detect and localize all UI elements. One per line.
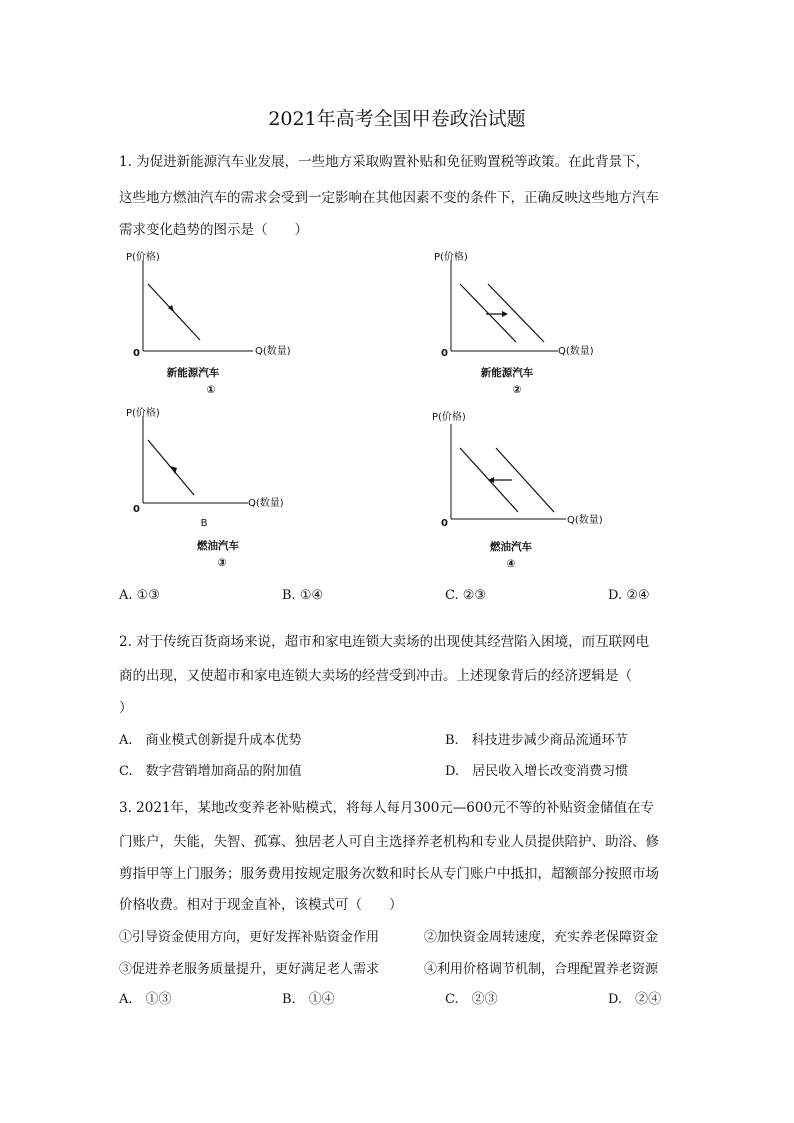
q3-line-4: 价格收费。相对于现金直补，该模式可（ ）: [119, 897, 403, 913]
q1-line-3: 需求变化趋势的图示是（ ）: [119, 222, 308, 238]
page-title: 2021年高考全国甲卷政治试题: [268, 108, 526, 130]
graph-3-y-label: P(价格): [126, 408, 160, 419]
graph-1-x-label: Q(数量): [255, 346, 291, 357]
graph-3-x-label: Q(数量): [248, 498, 284, 509]
q1-line-2: 这些地方燃油汽车的需求会受到一定影响在其他因素不变的条件下，正确反映这些地方汽车: [119, 190, 659, 206]
graph-2-origin: 0: [441, 348, 448, 359]
graph-1: [118, 246, 308, 401]
q3-statement-1: ①引导资金使用方向，更好发挥补贴资金作用: [119, 930, 380, 945]
graph-3-caption: 燃油汽车: [197, 540, 239, 552]
graph-2-x-label: Q(数量): [558, 346, 594, 357]
q3-option-c[interactable]: C. ②③: [445, 992, 498, 1007]
graph-4-number: ④: [506, 558, 516, 570]
q3-option-a[interactable]: A. ①③: [119, 992, 172, 1007]
q2-option-a[interactable]: A. 商业模式创新提升成本优势: [119, 733, 302, 748]
q1-option-d[interactable]: D. ②④: [608, 588, 650, 603]
q3-line-1: 3. 2021年，某地改变养老补贴模式，将每人每月300元—600元不等的补贴资金储值在专: [119, 800, 655, 816]
q3-statement-2: ②加快资金周转速度，充实养老保障资金: [424, 930, 659, 945]
q2-line-3: ）: [119, 700, 133, 716]
q2-line-2: 商的出现，又使超市和家电连锁大卖场的经营受到冲击。上述现象背后的经济逻辑是（: [119, 668, 632, 684]
q2-option-c[interactable]: C. 数字营销增加商品的附加值: [119, 764, 302, 779]
graph-2-y-label: P(价格): [434, 252, 468, 263]
q2-line-1: 2. 对于传统百货商场来说，超市和家电连锁大卖场的出现使其经营陷入困境，而互联网电: [119, 634, 650, 650]
graph-1-number: ①: [206, 384, 216, 396]
graph-3: [118, 402, 308, 574]
q3-line-2: 门账户，失能，失智、孤寡、独居老人可自主选择养老机构和专业人员提供陪护、助浴、修: [119, 834, 659, 850]
q1-option-b[interactable]: B. ①④: [282, 588, 324, 603]
graph-2-shift-arrowhead: [502, 311, 508, 317]
q1-option-a[interactable]: A. ①③: [119, 588, 160, 603]
graph-4-origin: 0: [441, 518, 448, 529]
q2-option-d[interactable]: D. 居民收入增长改变消费习惯: [445, 764, 629, 779]
q2-option-b[interactable]: B. 科技进步减少商品流通环节: [445, 733, 628, 748]
graph-3-number: ③: [217, 557, 227, 569]
graph-2-caption: 新能源汽车: [480, 367, 534, 379]
q3-line-3: 剪指甲等上门服务；服务费用按规定服务次数和时长从专门账户中抵扣，超额部分按照市场: [119, 866, 659, 882]
q1-option-c[interactable]: C. ②③: [445, 588, 487, 603]
q3-statement-3: ③促进养老服务质量提升，更好满足老人需求: [119, 962, 380, 977]
q1-line-1: 1. 为促进新能源汽车业发展，一些地方采取购置补贴和免征购置税等政策。在此背景下，: [119, 154, 650, 170]
graph-1-origin: 0: [133, 348, 140, 359]
q3-option-d[interactable]: D. ②④: [608, 992, 662, 1007]
graph-3-origin: 0: [133, 504, 140, 515]
graph-4-x-label: Q(数量): [567, 515, 603, 526]
graph-4: [426, 402, 626, 574]
graph-1-caption: 新能源汽车: [166, 367, 220, 379]
graph-4-caption: 燃油汽车: [490, 541, 532, 553]
graph-2-demand-curve-2: [488, 284, 544, 342]
q3-option-b[interactable]: B. ①④: [282, 992, 335, 1007]
graph-2-number: ②: [512, 384, 522, 396]
q3-statement-4: ④利用价格调节机制，合理配置养老资源: [424, 962, 659, 977]
graph-4-y-label: P(价格): [432, 412, 466, 423]
graph-2: [426, 246, 626, 401]
graph-3-label-b: B: [200, 518, 208, 529]
graph-2-demand-curve-1: [460, 284, 516, 342]
graph-1-y-label: P(价格): [126, 252, 160, 263]
